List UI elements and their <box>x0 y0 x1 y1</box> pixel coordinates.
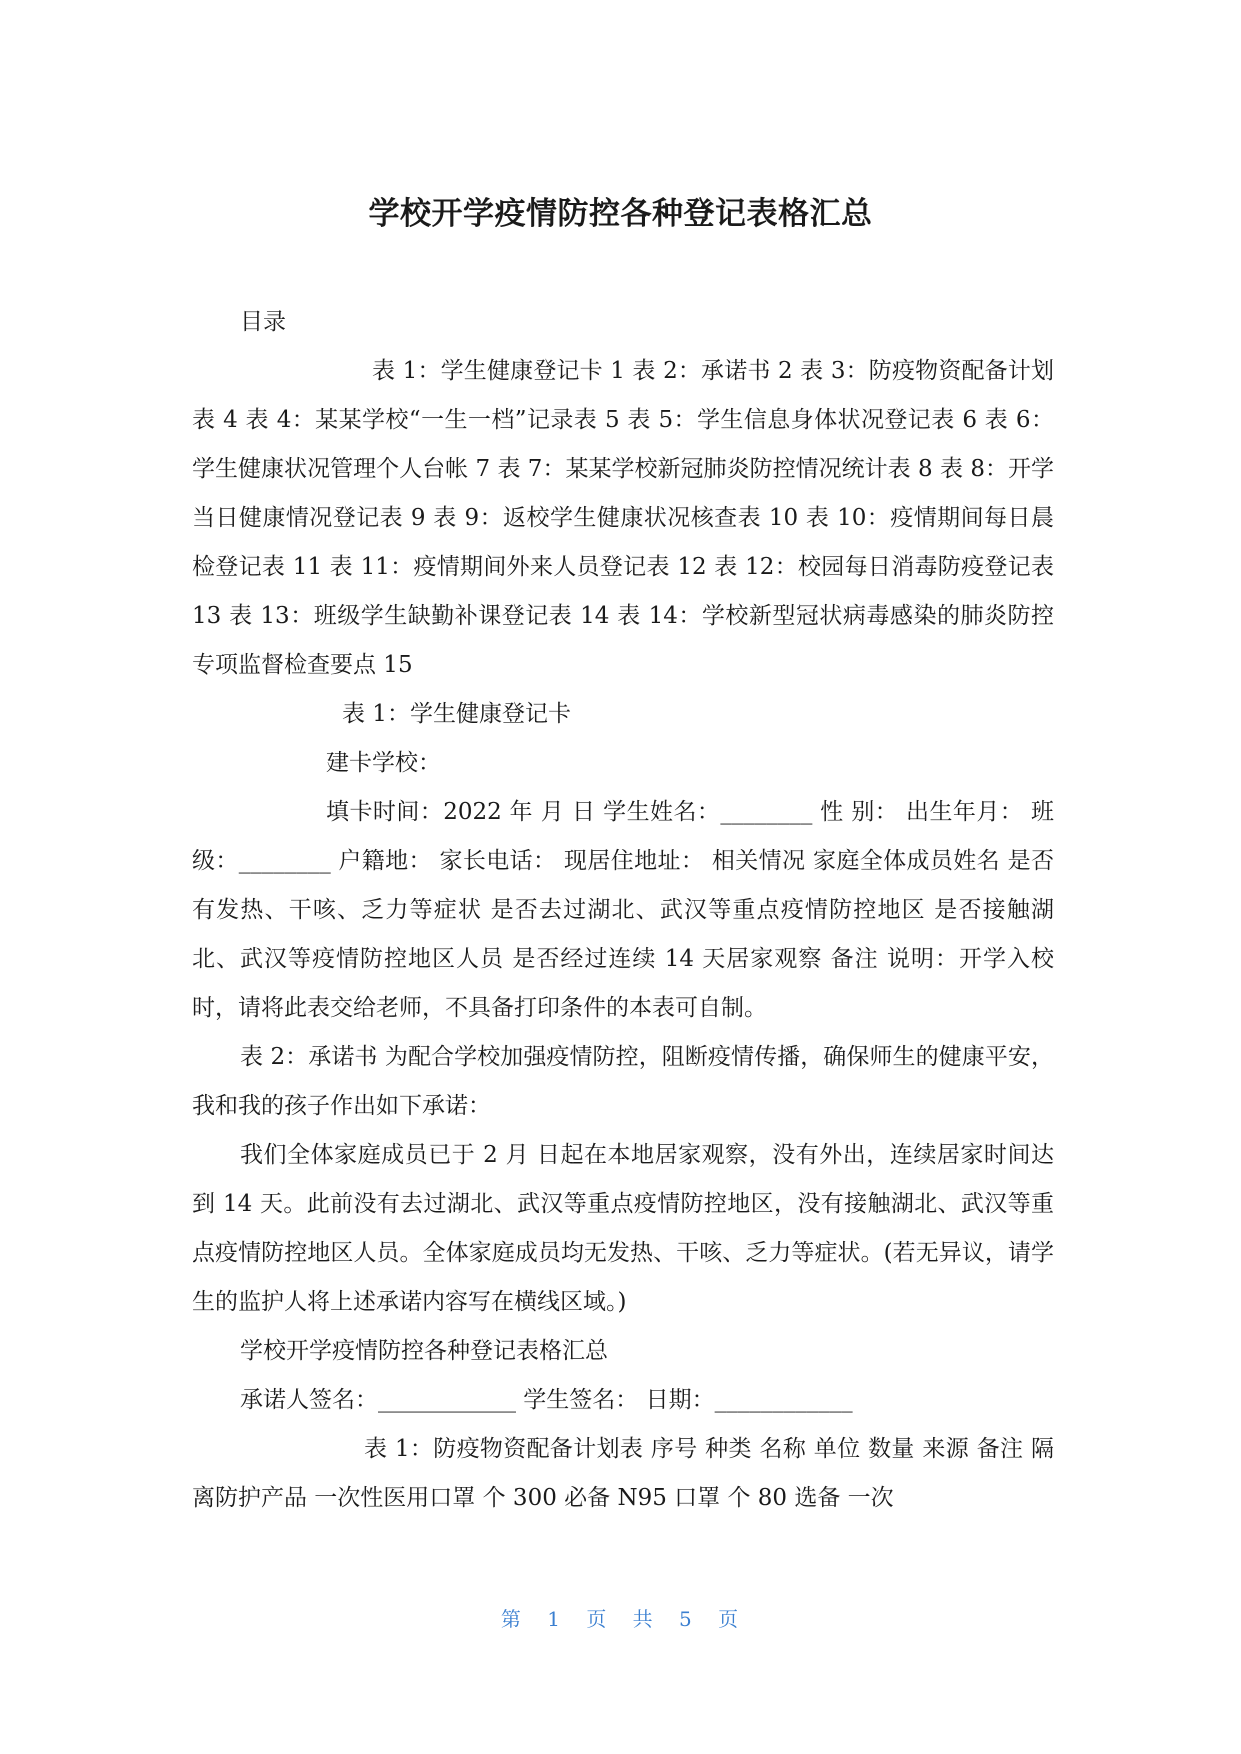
page-number: 第 1 页 共 5 页 <box>500 1607 741 1631</box>
pledge-intro: 表 2：承诺书 为配合学校加强疫情防控，阻断疫情传播，确保师生的健康平安，我和我的孩子作出如下承诺： <box>192 1044 1054 1119</box>
document-title: 学校开学疫情防控各种登记表格汇总 <box>368 196 873 232</box>
section-heading-table1: 表 1：学生健康登记卡 <box>342 701 571 727</box>
toc-heading: 目录 <box>240 309 286 335</box>
signature-line: 承诺人签名：____________ 学生签名： 日期：____________ <box>240 1387 853 1413</box>
supplies-plan-table: 表 1：防疫物资配备计划表 序号 种类 名称 单位 数量 来源 备注 隔离防护产品 一次性医用口罩 个 300 必备 N95 口罩 个 80 选备 一次 <box>192 1436 1054 1511</box>
school-field-label: 建卡学校： <box>326 750 441 776</box>
repeated-title: 学校开学疫情防控各种登记表格汇总 <box>240 1338 608 1364</box>
toc-list: 表 1：学生健康登记卡 1 表 2：承诺书 2 表 3：防疫物资配备计划表 4 表 4：某某学校“一生一档”记录表 5 表 5：学生信息身体状况登记表 6 表 6：学生健康状况管理个人台帐 7 表 7：某某学校新冠肺炎防控情况统计表 8 表 8：开学当日健康情况登记表 9 表 9：返校学生健康状况核查表 10 表 10：疫情期间每日晨检登记表 11 表 11：疫情期间外来人员登记表 12 表 12：校园每日消毒防疫登记表 13 表 13：班级学生缺勤补课登记表 14 表 14：学校新型冠状病毒感染的肺炎防控专项监督检查要点 15 <box>192 358 1054 678</box>
document-body <box>192 298 1054 1523</box>
pledge-body: 我们全体家庭成员已于 2 月 日起在本地居家观察，没有外出，连续居家时间达到 14 天。此前没有去过湖北、武汉等重点疫情防控地区，没有接触湖北、武汉等重点疫情防控地区人员。全体家庭成员均无发热、干咳、乏力等症状。(若无异议，请学生的监护人将上述承诺内容写在横线区域。) <box>192 1142 1054 1315</box>
health-card-fields: 填卡时间：2022 年 月 日 学生姓名：________ 性 别： 出生年月： 班 级：________ 户籍地： 家长电话： 现居住地址： 相关情况 家庭全体成员姓名 是否有发热、干咳、乏力等症状 是否去过湖北、武汉等重点疫情防控地区 是否接触湖北、武汉等疫情防控地区人员 是否经过连续 14 天居家观察 备注 说明：开学入校时，请将此表交给老师，不具备打印条件的本表可自制。 <box>192 799 1054 1021</box>
